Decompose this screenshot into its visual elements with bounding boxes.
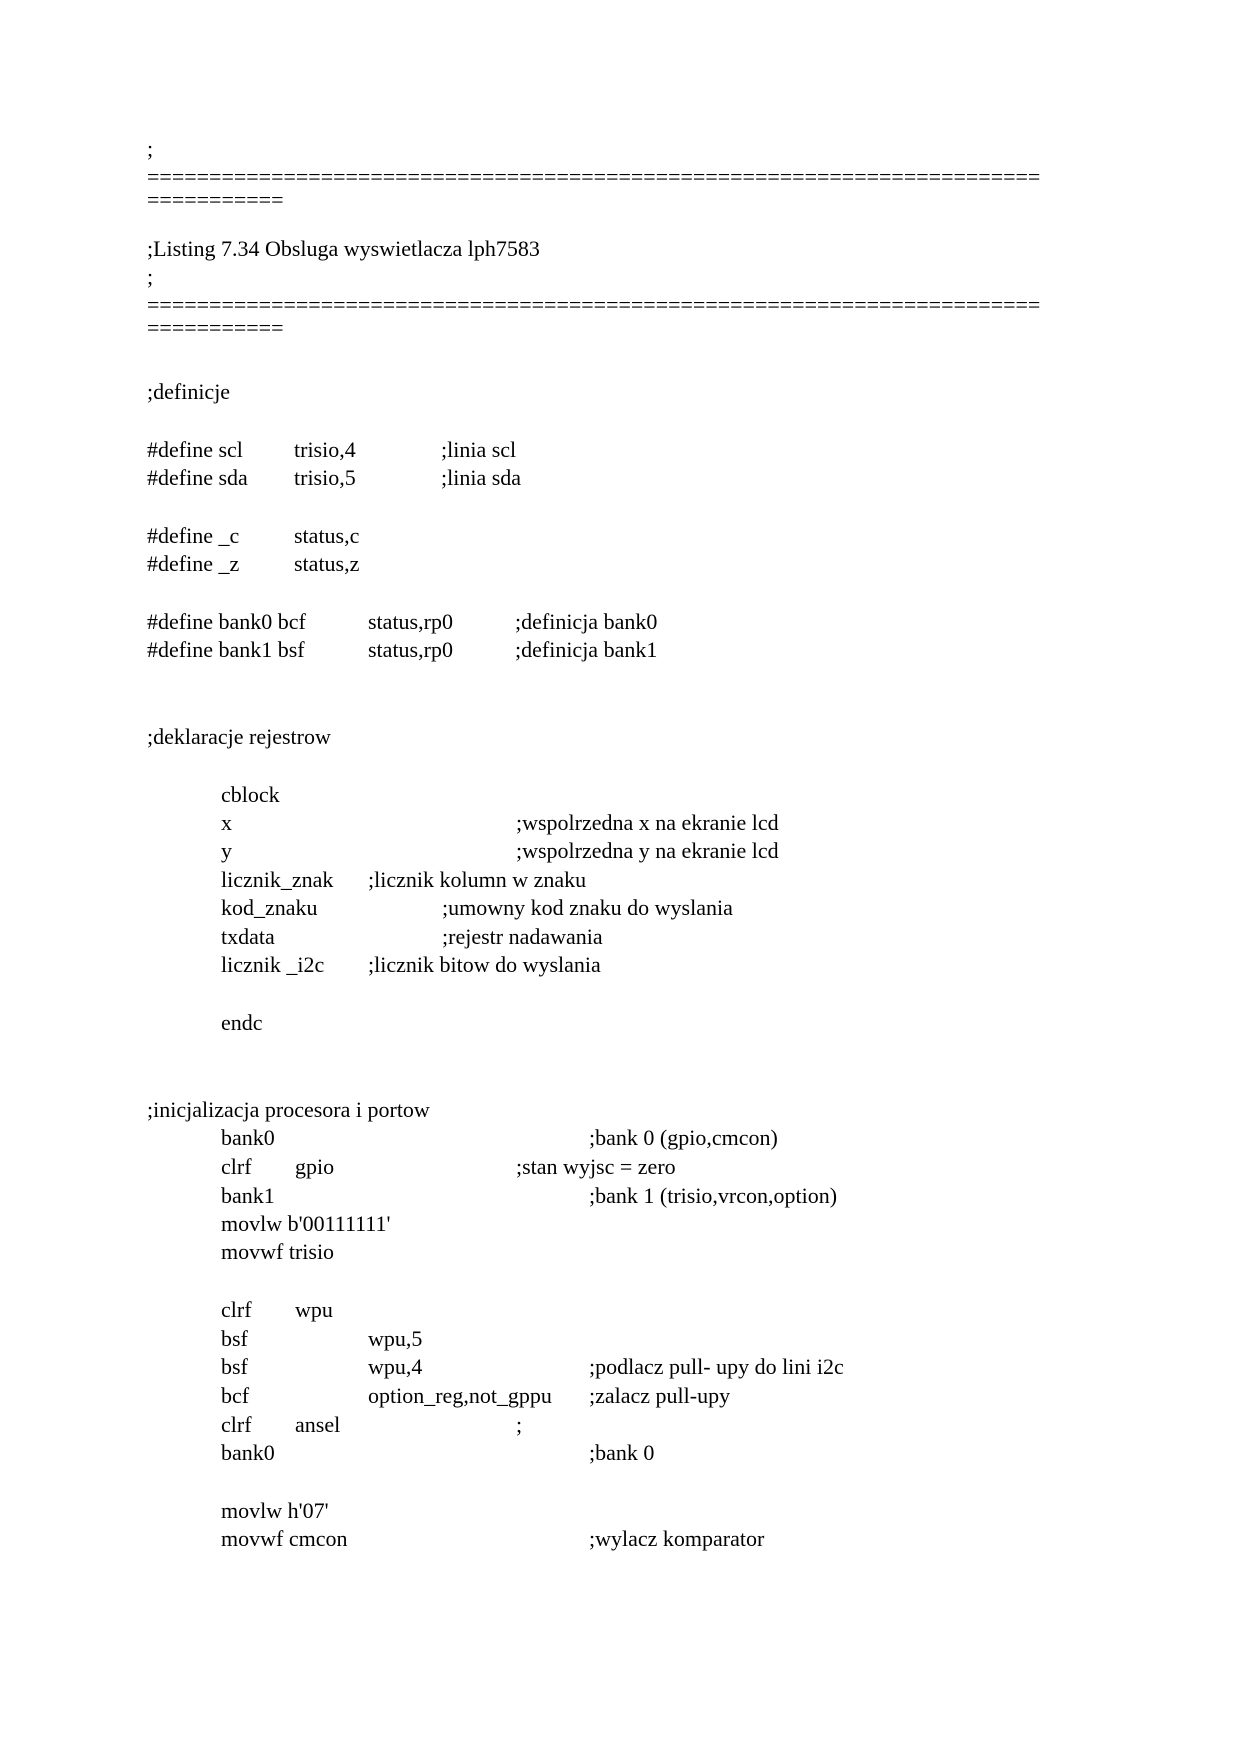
code-comment: ;zalacz pull-upy bbox=[589, 1383, 731, 1408]
define-line bbox=[147, 549, 360, 578]
define-line bbox=[147, 463, 522, 492]
register-line bbox=[221, 893, 733, 922]
define-directive: #define _c bbox=[147, 523, 240, 548]
operand: option_reg,not_gppu bbox=[368, 1383, 552, 1408]
define-value: status,rp0 bbox=[368, 609, 453, 634]
register-line bbox=[221, 922, 603, 951]
instruction: clrf bbox=[221, 1154, 252, 1179]
header-rule-continuation: =========== bbox=[147, 315, 284, 340]
define-line bbox=[147, 521, 360, 550]
operand: wpu,4 bbox=[368, 1354, 423, 1379]
define-line bbox=[147, 635, 658, 664]
code-comment: ; bbox=[516, 1412, 523, 1437]
register-line bbox=[221, 808, 779, 837]
code-line bbox=[221, 1237, 335, 1266]
define-value: trisio,5 bbox=[294, 465, 356, 490]
define-comment: ;linia sda bbox=[441, 465, 522, 490]
init-heading: ;inicjalizacja procesora i portow bbox=[147, 1097, 430, 1122]
register-line bbox=[221, 836, 779, 865]
register-name: y bbox=[221, 838, 232, 863]
code-comment: ;podlacz pull- upy do lini i2c bbox=[589, 1354, 844, 1379]
operand: wpu,5 bbox=[368, 1326, 423, 1351]
register-name: licznik_znak bbox=[221, 867, 334, 892]
code-line bbox=[221, 1438, 655, 1467]
operand: ansel bbox=[295, 1412, 341, 1437]
define-comment: ;linia scl bbox=[441, 437, 517, 462]
instruction: clrf bbox=[221, 1297, 252, 1322]
register-comment: ;wspolrzedna y na ekranie lcd bbox=[516, 838, 779, 863]
instruction: clrf bbox=[221, 1412, 252, 1437]
code-comment: ;wylacz komparator bbox=[589, 1526, 765, 1551]
code-line bbox=[221, 1352, 844, 1381]
header-semicolon: ; bbox=[147, 264, 154, 289]
instruction: bank0 bbox=[221, 1125, 275, 1150]
instruction: movlw h'07' bbox=[221, 1498, 329, 1523]
define-line bbox=[147, 435, 517, 464]
define-value: status,rp0 bbox=[368, 637, 453, 662]
code-line bbox=[221, 1324, 423, 1353]
listing-title: ;Listing 7.34 Obsluga wyswietlacza lph7583 bbox=[147, 236, 540, 261]
define-value: status,z bbox=[294, 551, 360, 576]
register-comment: ;licznik bitow do wyslania bbox=[368, 952, 601, 977]
register-name: x bbox=[221, 810, 232, 835]
operand: wpu bbox=[295, 1297, 333, 1322]
define-value: trisio,4 bbox=[294, 437, 356, 462]
header-rule-continuation: =========== bbox=[147, 187, 284, 212]
instruction: bcf bbox=[221, 1383, 250, 1408]
instruction: bsf bbox=[221, 1326, 248, 1351]
define-comment: ;definicja bank0 bbox=[515, 609, 658, 634]
code-comment: ;bank 1 (trisio,vrcon,option) bbox=[589, 1183, 838, 1208]
define-directive: #define sda bbox=[147, 465, 248, 490]
code-line bbox=[221, 1410, 523, 1439]
instruction: movwf trisio bbox=[221, 1239, 335, 1264]
code-line bbox=[221, 1496, 329, 1525]
code-line bbox=[221, 1381, 731, 1410]
define-directive: #define bank0 bcf bbox=[147, 609, 306, 634]
define-directive: #define scl bbox=[147, 437, 243, 462]
define-value: status,c bbox=[294, 523, 360, 548]
register-comment: ;rejestr nadawania bbox=[442, 924, 603, 949]
header-rule: ======================================================================== bbox=[147, 164, 1041, 189]
cblock-keyword: cblock bbox=[221, 782, 280, 807]
code-line bbox=[221, 1181, 838, 1210]
code-comment: ;bank 0 bbox=[589, 1440, 655, 1465]
code-comment: ;bank 0 (gpio,cmcon) bbox=[589, 1125, 778, 1150]
code-line bbox=[221, 1152, 676, 1181]
register-name: kod_znaku bbox=[221, 895, 318, 920]
define-comment: ;definicja bank1 bbox=[515, 637, 658, 662]
instruction: movwf cmcon bbox=[221, 1526, 348, 1551]
instruction: bank0 bbox=[221, 1440, 275, 1465]
code-line bbox=[221, 1524, 765, 1553]
register-comment: ;licznik kolumn w znaku bbox=[368, 867, 587, 892]
register-line bbox=[221, 865, 587, 894]
define-directive: #define _z bbox=[147, 551, 240, 576]
register-name: licznik _i2c bbox=[221, 952, 325, 977]
definitions-heading: ;definicje bbox=[147, 379, 231, 404]
code-line bbox=[221, 1209, 391, 1238]
instruction: bsf bbox=[221, 1354, 248, 1379]
register-comment: ;wspolrzedna x na ekranie lcd bbox=[516, 810, 779, 835]
code-line bbox=[221, 1295, 333, 1324]
code-comment: ;stan wyjsc = zero bbox=[516, 1154, 676, 1179]
register-line bbox=[221, 950, 601, 979]
define-directive: #define bank1 bsf bbox=[147, 637, 305, 662]
header-semicolon: ; bbox=[147, 136, 154, 161]
operand: gpio bbox=[295, 1154, 335, 1179]
register-name: txdata bbox=[221, 924, 275, 949]
instruction: bank1 bbox=[221, 1183, 275, 1208]
endc-keyword: endc bbox=[221, 1010, 263, 1035]
registers-heading: ;deklaracje rejestrow bbox=[147, 724, 331, 749]
register-comment: ;umowny kod znaku do wyslania bbox=[442, 895, 733, 920]
define-line bbox=[147, 607, 658, 636]
header-rule: ======================================================================== bbox=[147, 292, 1041, 317]
instruction: movlw b'00111111' bbox=[221, 1211, 391, 1236]
code-line bbox=[221, 1123, 778, 1152]
